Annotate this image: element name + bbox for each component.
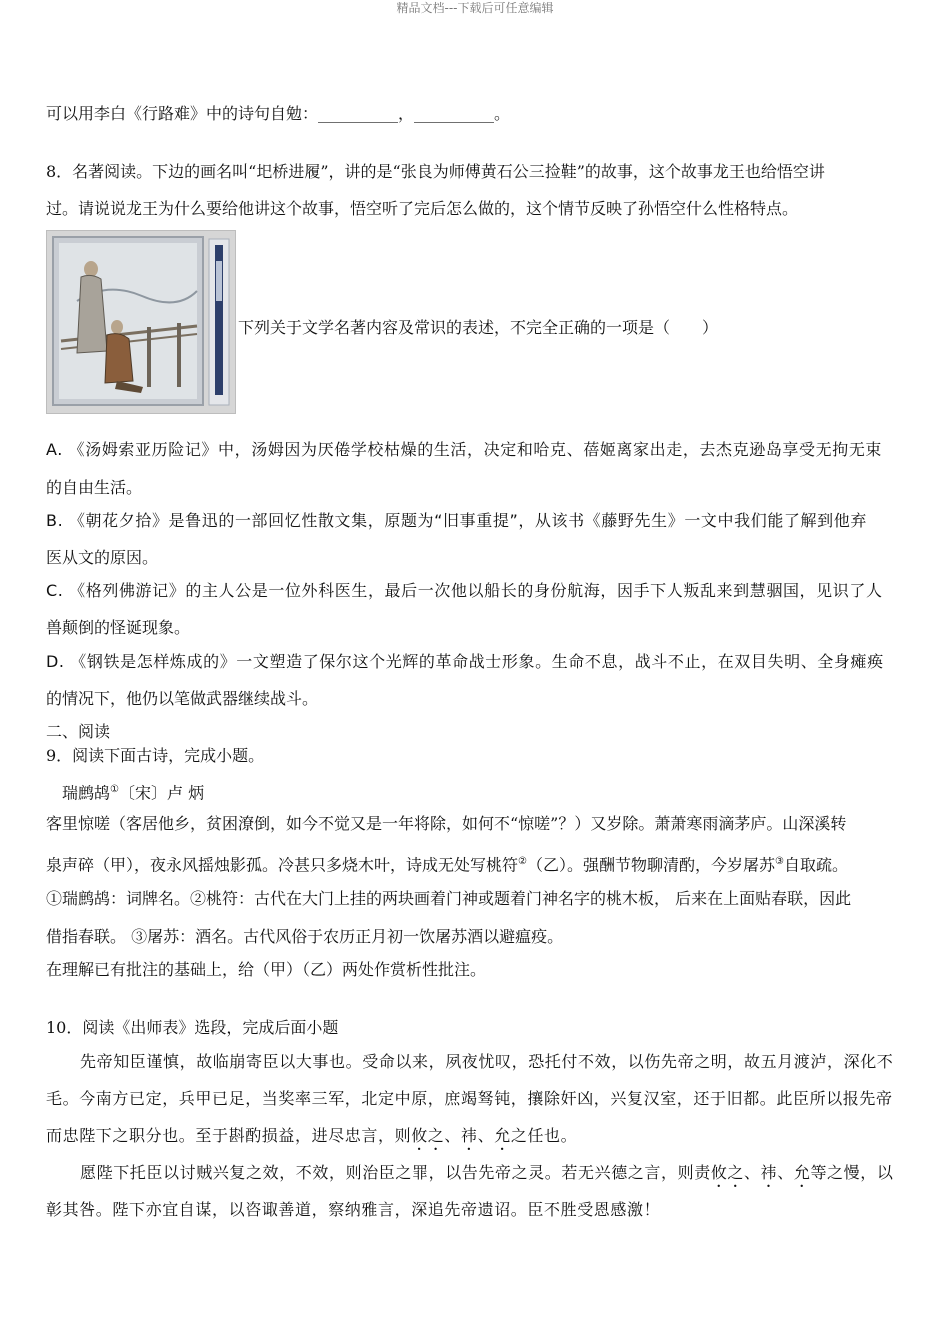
question-8-prompt-line-1: 8．名著阅读。下边的画名叫“圯桥进履”，讲的是“张良为师傅黄石公三捡鞋”的故事，这个故事龙王也给悟空讲 xyxy=(46,162,825,181)
option-d-line-1: D. 《钢铁是怎样炼成的》一文塑造了保尔这个光辉的革命战士形象。生命不息，战斗不止，在双目失明、全身瘫痪 xyxy=(46,652,884,671)
question-10-prompt: 10．阅读《出师表》选段，完成后面小题 xyxy=(46,1018,339,1037)
poem-text-segment: （乙）。强酬节物聊清酌，今岁屠苏 xyxy=(526,855,775,875)
separator: 、 xyxy=(477,1126,495,1145)
note-mark-3: ③ xyxy=(775,856,784,867)
passage-segment: 等之慢，以 xyxy=(810,1163,894,1182)
poem-notes-line-2: 借指春联。 ③屠苏：酒名。古代风俗于农历正月初一饮屠苏酒以避瘟疫。 xyxy=(46,927,564,946)
passage-line-5: 彰其咎。陛下亦宜自谋，以咨诹善道，察纳雅言，深追先帝遗诏。臣不胜受恩感激！ xyxy=(46,1200,661,1219)
name-yi: 祎 xyxy=(760,1163,778,1182)
page-watermark: 精品文档---下载后可任意编辑 xyxy=(396,1,554,15)
name-youzhi: 攸之 xyxy=(411,1126,445,1145)
separator: 、 xyxy=(444,1126,462,1145)
poem-text-line-1: 客里惊嗟（客居他乡，贫困潦倒，如今不觉又是一年将除，如何不“惊嗟”？）又岁除。萧萧寒雨滴茅庐。山深溪转 xyxy=(46,814,847,833)
question-8-prompt-line-2: 过。请说说龙王为什么要给他讲这个故事，悟空听了完后怎么做的，这个情节反映了孙悟空什么性格特点。 xyxy=(46,199,799,218)
option-b-line-2: 医从文的原因。 xyxy=(46,548,159,567)
fill-blank-line: 可以用李白《行路难》中的诗句自勉：__________，__________。 xyxy=(46,104,511,123)
poem-title: 瑞鹧鸪 xyxy=(62,783,111,803)
option-a-line-2: 的自由生活。 xyxy=(46,478,143,497)
option-d-line-2: 的情况下，他仍以笔做武器继续战斗。 xyxy=(46,689,319,708)
passage-segment: 愿陛下托臣以讨贼兴复之效，不效，则治臣之罪，以告先帝之灵。若无兴德之言，则责 xyxy=(80,1163,711,1182)
poem-text-line-2 xyxy=(46,851,848,876)
option-c-line-2: 兽颠倒的怪诞现象。 xyxy=(46,618,191,637)
question-9-prompt: 9．阅读下面古诗，完成小题。 xyxy=(46,746,265,765)
name-youzhi: 攸之 xyxy=(710,1163,745,1182)
poem-text-segment: 泉声碎（甲），夜永风摇烛影孤。冷甚只多烧木叶，诗成无处写桃符 xyxy=(46,855,519,875)
separator: 、 xyxy=(744,1163,761,1182)
passage-line-3 xyxy=(46,1125,577,1154)
poem-author: 〔宋〕卢 炳 xyxy=(118,783,205,803)
question-9-task: 在理解已有批注的基础上，给（甲）（乙）两处作赏析性批注。 xyxy=(46,960,487,979)
option-b-line-1: B. 《朝花夕拾》是鲁迅的一部回忆性散文集，原题为“旧事重提”，从该书《藤野先生》一文中我们能了解到他弃 xyxy=(46,511,867,530)
poem-note-mark: ① xyxy=(110,784,119,795)
passage-line-4 xyxy=(80,1162,893,1191)
question-8-multiple-choice-prompt: 下列关于文学名著内容及常识的表述，不完全正确的一项是（ ） xyxy=(238,318,719,337)
passage-segment: 而忠陛下之职分也。至于斟酌损益，进尽忠言，则 xyxy=(46,1126,412,1145)
option-c-line-1: C. 《格列佛游记》的主人公是一位外科医生，最后一次他以船长的身份航海，因手下人叛乱来到慧骃国，见识了人 xyxy=(46,581,883,600)
passage-line-1: 先帝知臣谨慎，故临崩寄臣以大事也。受命以来，夙夜忧叹，恐托付不效，以伤先帝之明，故五月渡泸，深化不 xyxy=(80,1052,894,1071)
name-yun: 允 xyxy=(793,1163,811,1182)
passage-line-2: 毛。今南方已定，兵甲已足，当奖率三军，北定中原，庶竭驽钝，攘除奸凶，兴复汉室，还于旧都。此臣所以报先帝 xyxy=(46,1089,893,1108)
note-mark-2: ② xyxy=(518,856,527,867)
illustration-bridge-shoe-painting xyxy=(46,230,236,414)
poem-notes-line-1: ①瑞鹧鸪：词牌名。②桃符：古代在大门上挂的两块画着门神或题着门神名字的桃木板， 后来在上面贴春联，因此 xyxy=(46,889,852,908)
name-yun: 允 xyxy=(494,1126,511,1145)
poem-title-line xyxy=(62,779,204,804)
passage-segment: 之任也。 xyxy=(510,1126,578,1145)
poem-text-segment: 自取疏。 xyxy=(783,855,848,875)
name-yi: 祎 xyxy=(461,1126,478,1145)
separator: 、 xyxy=(777,1163,794,1182)
option-a-line-1: A. 《汤姆索亚历险记》中，汤姆因为厌倦学校枯燥的生活，决定和哈克、蓓姬离家出走，去杰克逊岛享受无拘无束 xyxy=(46,440,883,459)
section-heading-reading: 二、阅读 xyxy=(46,722,111,741)
